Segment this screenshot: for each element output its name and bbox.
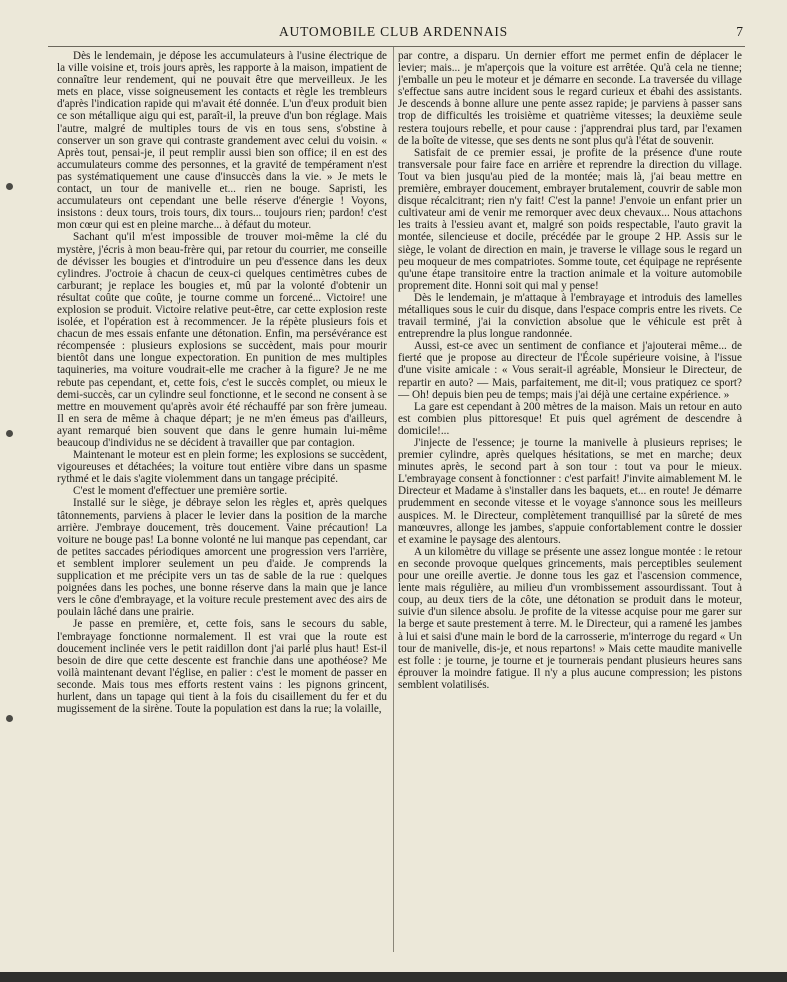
binding-hole — [6, 183, 13, 190]
paragraph: Satisfait de ce premier essai, je profite de la présence d'une route transversale pour faire face en arrière et reprendre la direction du village. Tout va bien jusqu'au pied de la montée; mais là, j'ai beau mettre en première, embrayer doucement, embrayer brutalement, couvrir de sable mon disque récalcitrant; rien n'y fait! C'est la panne! J'envoie un enfant prier un cultivateur ami de venir me remorquer avec deux chevaux... Nous attachons les traits à l'essieu avant et, malgré son poids respectable, l'auto gravit la montée, silencieuse et docile, précédée par le groupe 2 HP. Assis sur le siège, le volant de direction en main, je traverse le village sous le regard un peu moqueur de mes compatriotes. Somme toute, cet équipage ne représente qu'une étape transitoire entre la traction animale et la voiture automobile proprement dite. Honni soit qui mal y pense! — [398, 146, 742, 292]
paragraph: J'injecte de l'essence; je tourne la manivelle à plusieurs reprises; le premier cylindre, après quelques hésitations, se met en marche; deux minutes après, le second part à son tour : tout va pour le mieux. L'embrayage consent à fonctionner : c'est parfait! J'invite aimablement M. le Directeur et Madame à s'installer dans les baquets, et... en route! Je démarre prudemment en seconde vitesse et le voyage s'annonce sous les meilleurs auspices. M. le Directeur, complètement tranquillisé par la sûreté de mes manœuvres, allonge les jambes, s'appuie confortablement contre le dossier et examine le paysage des alentours. — [398, 437, 742, 546]
paragraph: C'est le moment d'effectuer une première sortie. — [73, 485, 288, 498]
page-number: 7 — [736, 24, 743, 39]
binding-hole — [6, 430, 13, 437]
right-column — [398, 50, 742, 950]
paragraph: Je passe en première, et, cette fois, sans le secours du sable, l'embrayage fonctionne normalement. Il est vrai que la route est doucement inclinée vers le petit raidillon dont j'ai parlé plus haut! Est-il besoin de dire que cette descente est franchie dans une apothéose? Me voilà maintenant devant l'église, en palier : c'est le moment de passer en seconde. Mais tous mes efforts restent vains : les pignons grincent, hurlent, dans un tapage qui tient à la fois du cisaillement du fer et du mugissement de la sirène. Toute la population est dans la rue; la volaille, — [57, 618, 387, 716]
paragraph: par contre, a disparu. Un dernier effort me permet enfin de déplacer le levier; mais... je m'aperçois que la voiture est arrêtée. Qu'à cela ne tienne; j'emballe un peu le moteur et je démarre en seconde. La traversée du village s'effectue sans autre incident sous le regard curieux et ébahi des assistants. Je descends à bonne allure une pente assez rapide; je parviens à passer sans trop de difficultés les troisième et quatrième vitesses; la deuxième seule restera toujours rebelle, et pour cause : j'apprendrai plus tard, par l'examen de la boîte de vitesse, que ses dents ne sont plus qu'à l'état de souvenir. — [398, 50, 742, 147]
paragraph: Dès le lendemain, je dépose les accumulateurs à l'usine électrique de la ville voisine et, trois jours après, les rapporte à la maison, impatient de connaître leur rendement, qui ne pouvait être que merveilleux. Je les mets en place, visse soigneusement les contacts et règle les trembleurs d'après l'indication rapide qui m'avait été donnée. L'un d'eux produit bien ce son métallique aigu qui est, paraît-il, la preuve d'un bon réglage. Mais l'autre, malgré de multiples tours de vis en tous sens, s'obstine à conserver un son grave qui contraste grandement avec celui du voisin. « Après tout, pensai-je, il peut remplir aussi bien son office; il en est des accumulateurs comme des personnes, et la gravité de tempérament n'est pas systématiquement une cause d'insuccès dans la vie. » Je mets le contact, un tour de manivelle et... rien ne bouge. Sapristi, les accumulateurs ont cependant une belle réserve d'énergie ! Voyons, insistons : deux tours, trois tours, dix tours... toujours rien; pardon! c'est mon cœur qui est en pleine marche... à défaut du moteur. — [57, 50, 387, 232]
header-rule — [48, 46, 745, 47]
running-title: AUTOMOBILE CLUB ARDENNAIS — [278, 24, 508, 39]
paragraph: Aussi, est-ce avec un sentiment de confiance et j'ajouterai même... de fierté que je propose au directeur de l'École supérieure voisine, à l'issue d'une visite amicale : « Vous serait-il agréable, Monsieur le Directeur, de repartir en auto? — Mais, parfaitement, me dit-il; vous pratiquez ce sport? — Oh! depuis bien peu de temps; mais j'ai déjà une certaine expérience. » — [398, 340, 742, 401]
paragraph: Sachant qu'il m'est impossible de trouver moi-même la clé du mystère, j'écris à mon beau-frère qui, par retour du courrier, me conseille de dévisser les bougies et d'introduire un peu d'essence dans les deux cylindres. J'octroie à chacun de ceux-ci quelques centimètres cubes de carburant; je replace les bougies et, mû par la volonté d'obtenir un résultat coûte que coûte, je tourne comme un forcené... Victoire! une explosion se produit. Victoire relative peut-être, car cette explosion reste isolée, et l'opération est à recommencer. Je la répète plusieurs fois et chacun de mes essais enfante une détonation. Enfin, ma persévérance est récompensée : plusieurs explosions se succèdent, mais pour mourir bientôt dans une longue expectoration. En punition de mes multiples taquineries, ma voiture voudrait-elle me cracher à la figure? Je ne me rebute pas cependant, et, cette fois, c'est le succès complet, ou mieux le demi-succès, car un cylindre seul fonctionne, et le second ne consent à se mettre en mouvement qu'après avoir été réchauffé par son frère jumeau. Il en sera de même à chaque départ; je ne m'en émeus pas d'ailleurs, ayant remarqué bien souvent que dans le genre humain lui-même beaucoup d'individus ne se décident à travailler que par contagion. — [57, 231, 387, 449]
binding-hole — [6, 715, 13, 722]
scan-border — [0, 972, 787, 982]
paragraph: A un kilomètre du village se présente une assez longue montée : le retour en seconde provoque quelques grincements, mais perceptibles seulement pour une oreille avertie. Je donne tous les gaz et l'ascension commence, lente mais régulière, au milieu d'un vrombissement assourdissant. Tout à coup, au deux tiers de la côte, une détonation se produit dans le moteur, suivie d'un silence absolu. Je profite de la vitesse acquise pour me garer sur la berge et saute prestement à terre. M. le Directeur, qui a ramené les jambes à lui et saisi d'une main le bord de la carrosserie, m'interroge du regard « Un tour de manivelle, dis-je, et nous repartons! » Mais cette maudite manivelle est folle : je tourne, je tourne et je tournerais pendant plusieurs heures sans éprouver la moindre fatigue. Il n'y a plus aucune compression; les pistons semblent volatilisés. — [398, 545, 742, 691]
left-column — [57, 50, 387, 950]
running-header — [0, 24, 787, 46]
paragraph: La gare est cependant à 200 mètres de la maison. Mais un retour en auto est combien plus pittoresque! Et puis quel agrément de descendre à domicile!... — [398, 400, 742, 437]
paragraph: Dès le lendemain, je m'attaque à l'embrayage et introduis des lamelles métalliques sous le cuir du disque, dans l'espace compris entre les rivets. Ce travail terminé, j'ai la conviction absolue que le véhicule est prêt à entreprendre la plus longue randonnée. — [398, 291, 742, 341]
paragraph: Maintenant le moteur est en plein forme; les explosions se succèdent, vigoureuses et détachées; la voiture tout entière vibre dans un spasme rythmé et le dais s'agite violemment dans un tangage précipité. — [57, 449, 387, 486]
paragraph: Installé sur le siège, je débraye selon les règles et, après quelques tâtonnements, parviens à placer le levier dans la position de la marche arrière. J'embraye doucement, très doucement. Vaine précaution! La voiture ne bouge pas! La bonne volonté ne lui manque pas cependant, car de petites saccades périodiques amorcent une progression vers l'arrière, et semblent implorer seulement un peu d'aide. Je comprends la supplication et me précipite vers un tas de sable de la rue : quelques poignées dans les poches, une bonne réserve dans la main que je lance vers le cône d'embrayage, et la voiture recule prestement avec des airs de poulain lâché dans une prairie. — [57, 497, 387, 619]
column-divider — [393, 47, 394, 952]
